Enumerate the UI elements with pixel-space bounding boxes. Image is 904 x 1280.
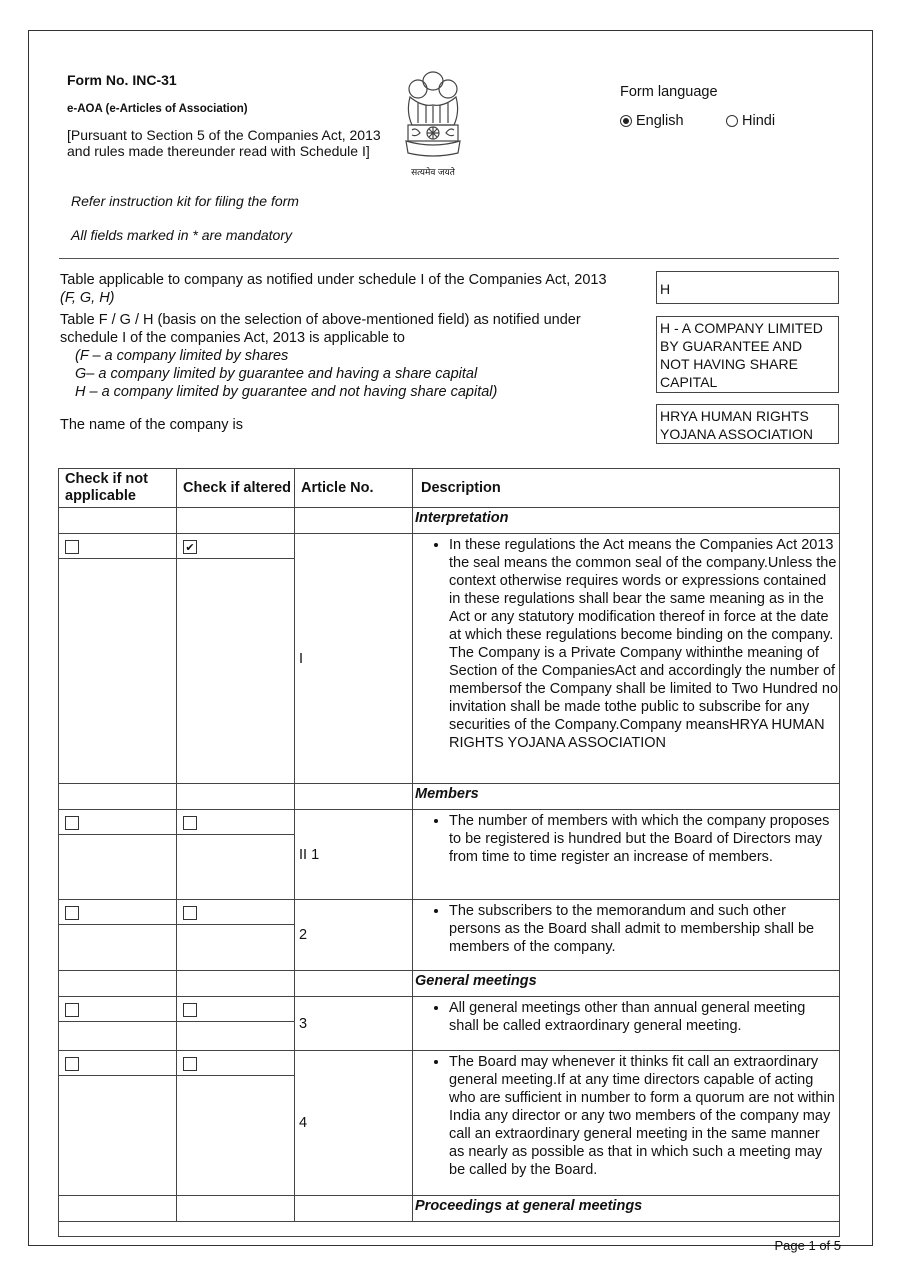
language-option-hindi[interactable] bbox=[726, 113, 775, 129]
table-row bbox=[59, 810, 840, 900]
fgh-option-h: H – a company limited by guarantee and not having share capital) bbox=[75, 384, 498, 400]
english-label: English bbox=[636, 113, 684, 129]
section-title-general-meetings: General meetings bbox=[413, 971, 840, 997]
table-row bbox=[59, 1051, 840, 1196]
national-emblem-icon bbox=[398, 67, 468, 179]
section-title-proceedings: Proceedings at general meetings bbox=[413, 1196, 840, 1222]
section-row-interpretation bbox=[59, 508, 840, 534]
header-divider bbox=[59, 258, 839, 259]
table-applicable-label: Table applicable to company as notified under schedule I of the Companies Act, 2013 bbox=[60, 272, 607, 288]
form-number: Form No. INC-31 bbox=[67, 72, 177, 88]
article-no: 4 bbox=[295, 1051, 413, 1196]
altered-checkbox[interactable] bbox=[183, 1003, 197, 1017]
article-no: II 1 bbox=[295, 810, 413, 900]
table-row bbox=[59, 997, 840, 1051]
hindi-radio[interactable] bbox=[726, 115, 738, 127]
article-description: • The number of members with which the company proposes to be registered is hundred but the Board of Directors may from time to time register an increase of members. bbox=[449, 812, 839, 866]
section-row-proceedings bbox=[59, 1196, 840, 1222]
table-applicable-question bbox=[60, 271, 650, 307]
altered-checkbox[interactable] bbox=[183, 906, 197, 920]
company-name-label: The name of the company is bbox=[60, 417, 243, 433]
article-description: • The Board may whenever it thinks fit call an extraordinary general meeting.If at any time directors capable of acting who are sufficient in number to form a quorum are not within India any director or any two members of the company may call an extraordinary general meeting in the same manner as nearly as possible as that in which such a meeting may be called by the Board. bbox=[449, 1053, 839, 1179]
article-no: 3 bbox=[295, 997, 413, 1051]
fgh-option-f: (F – a company limited by shares bbox=[75, 348, 289, 364]
articles-table bbox=[58, 468, 840, 1237]
not-applicable-checkbox[interactable] bbox=[65, 540, 79, 554]
not-applicable-checkbox[interactable] bbox=[65, 816, 79, 830]
table-header-row bbox=[59, 469, 840, 508]
fgh-field[interactable]: H - A COMPANY LIMITED BY GUARANTEE AND NOT HAVING SHARE CAPITAL bbox=[656, 316, 839, 393]
form-subtitle: e-AOA (e-Articles of Association) bbox=[67, 103, 248, 115]
altered-checkbox[interactable] bbox=[183, 540, 197, 554]
not-applicable-checkbox[interactable] bbox=[65, 1057, 79, 1071]
section-row-members bbox=[59, 784, 840, 810]
emblem-motto: सत्यमेव जयते bbox=[411, 167, 455, 177]
language-option-english[interactable] bbox=[620, 113, 684, 129]
table-row bbox=[59, 900, 840, 971]
header-not-applicable: Check if not applicable bbox=[59, 469, 177, 508]
header-altered: Check if altered bbox=[177, 469, 295, 508]
not-applicable-checkbox[interactable] bbox=[65, 906, 79, 920]
pursuant-text: [Pursuant to Section 5 of the Companies Act, 2013 and rules made thereunder read with Schedule I] bbox=[67, 127, 381, 159]
form-language-label: Form language bbox=[620, 84, 718, 100]
mandatory-note: All fields marked in * are mandatory bbox=[71, 227, 292, 243]
altered-checkbox[interactable] bbox=[183, 1057, 197, 1071]
section-title-members: Members bbox=[413, 784, 840, 810]
hindi-label: Hindi bbox=[742, 113, 776, 129]
english-radio[interactable] bbox=[620, 115, 632, 127]
table-row bbox=[59, 534, 840, 784]
article-description: • In these regulations the Act means the Companies Act 2013 the seal means the common seal of the company.Unless the context otherwise requires words or expressions contained in these regulations shall bear the same meaning as in the Act or any statutory modification thereof in force at the date at which these regulations become binding on the company. The Company is a Private Company withinthe meaning of Section of the CompaniesAct and accordingly the number of membersof the Company shall be limited to Two Hundred no invitation shall be made tothe public to subscribe for any securities of the Company.Company meansHRYA HUMAN RIGHTS YOJANA ASSOCIATION bbox=[449, 536, 839, 752]
article-no: 2 bbox=[295, 900, 413, 971]
section-title-interpretation: Interpretation bbox=[413, 508, 840, 534]
fgh-option-g: G– a company limited by guarantee and having a share capital bbox=[75, 366, 478, 382]
fgh-question bbox=[60, 311, 630, 401]
header-description: Description bbox=[413, 469, 840, 508]
altered-checkbox[interactable] bbox=[183, 816, 197, 830]
company-name-field[interactable]: HRYA HUMAN RIGHTS YOJANA ASSOCIATION bbox=[656, 404, 839, 444]
article-description: • All general meetings other than annual general meeting shall be called extraordinary general meeting. bbox=[449, 999, 839, 1035]
instruction-note: Refer instruction kit for filing the form bbox=[71, 193, 299, 209]
article-no: I bbox=[295, 534, 413, 784]
table-applicable-hint: (F, G, H) bbox=[60, 290, 115, 306]
not-applicable-checkbox[interactable] bbox=[65, 1003, 79, 1017]
section-row-general-meetings bbox=[59, 971, 840, 997]
fgh-label: Table F / G / H (basis on the selection of above-mentioned field) as notified under schedule I of the companies Act, 2013 is applicable to bbox=[60, 312, 581, 346]
table-applicable-field[interactable]: H bbox=[656, 271, 839, 304]
page-number: Page 1 of 5 bbox=[774, 1238, 841, 1253]
table-row bbox=[59, 1222, 840, 1237]
article-description: • The subscribers to the memorandum and such other persons as the Board shall admit to membership shall be members of the company. bbox=[449, 902, 839, 956]
header-article-no: Article No. bbox=[295, 469, 413, 508]
